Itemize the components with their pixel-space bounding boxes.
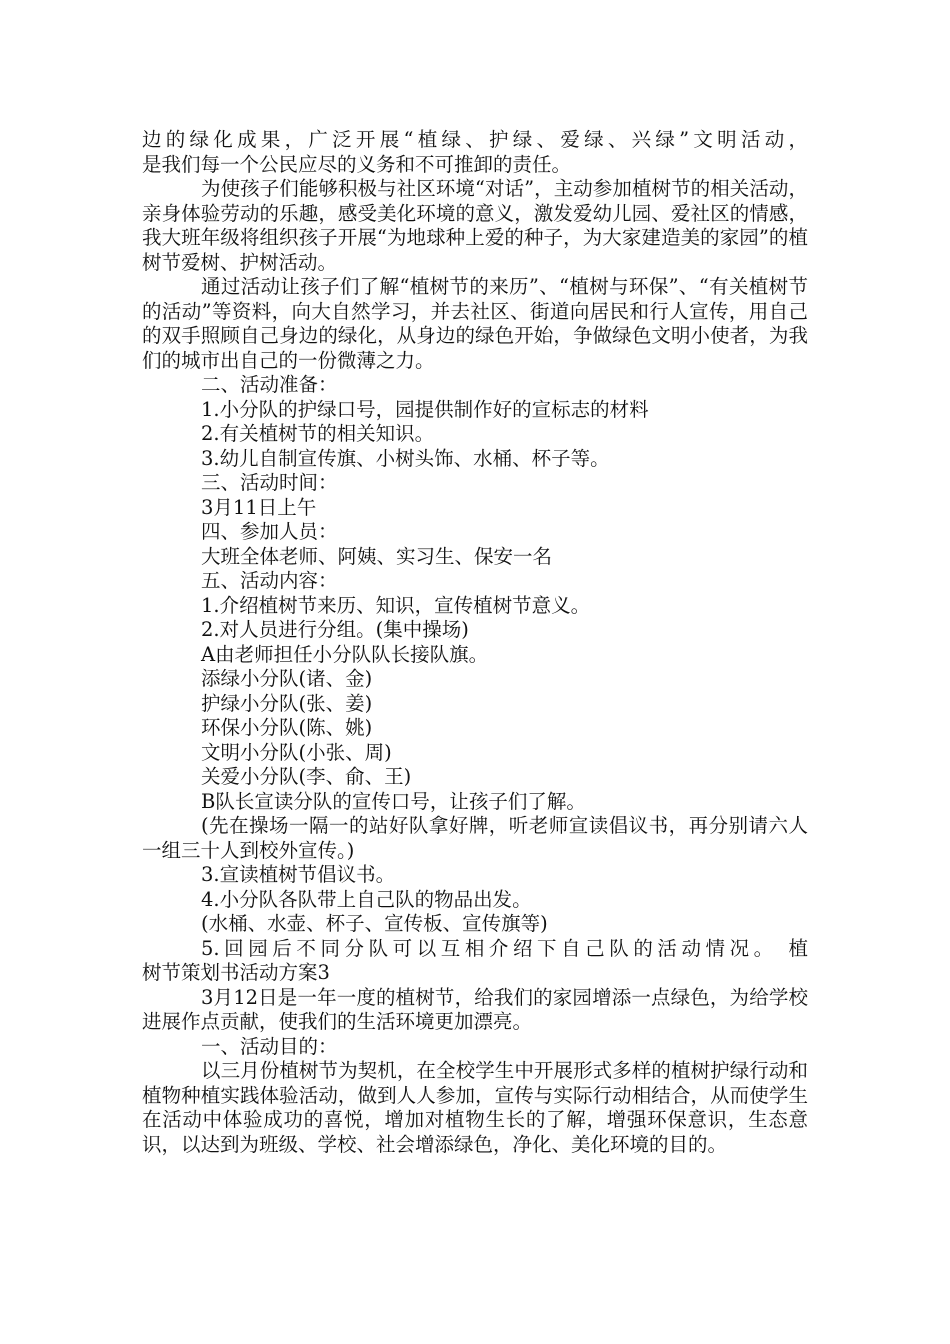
paragraph-1: 是我们每一个公民应尽的义务和不可推卸的责任。 (142, 152, 572, 176)
paragraph-6: 2.有关植树节的相关知识。 (201, 422, 435, 445)
paragraph-25: (水桶、水壶、杯子、宣传板、宣传旗等) (201, 912, 548, 935)
paragraph-28: 3月12日是一年一度的植树节，给我们的家园增添一点绿色，为给学校进展作点贡献，使我们的生活环境更加漂亮。 (142, 985, 808, 1033)
paragraph-15: A由老师担任小分队队长接队旗。 (201, 642, 489, 666)
paragraph-2: 为使孩子们能够积极与社区环境“对话”，主动参加植树节的相关活动，亲身体验劳动的乐趣，感受美化环境的意义，激发爱幼儿园、爱社区的情感，我大班年级将组织孩子开展“为地球种上爱的种子，为大家建造美的家园”的植树节爱树、护树活动。 (142, 177, 808, 274)
paragraph-12: 五、活动内容： (201, 569, 338, 592)
paragraph-7: 3.幼儿自制宣传旗、小树头饰、水桶、杯子等。 (201, 446, 610, 470)
paragraph-11: 大班全体老师、阿姨、实习生、保安一名 (201, 544, 553, 568)
paragraph-27: 树节策划书活动方案3 (142, 961, 330, 984)
paragraph-19: 文明小分队(小张、周) (201, 740, 392, 764)
paragraph-16: 添绿小分队(诸、金) (201, 667, 373, 690)
paragraph-22: (先在操场一隔一的站好队拿好牌，听老师宣读倡议书，再分别请六人一组三十人到校外宣传。) (142, 814, 808, 862)
paragraph-26: 5.回园后不同分队可以互相介绍下自己队的活动情况。 植 (201, 936, 808, 960)
paragraph-18: 环保小分队(陈、姚) (201, 716, 373, 739)
paragraph-23: 3.宣读植树节倡议书。 (201, 863, 396, 886)
paragraph-3: 通过活动让孩子们了解“植树节的来历”、“植树与环保”、“有关植树节的活动”等资料，向大自然学习，并去社区、街道向居民和行人宣传，用自己的双手照顾自己身边的绿化，从身边的绿色开始，争做绿色文明小使者，为我们的城市出自己的一份微薄之力。 (142, 275, 808, 372)
paragraph-14: 2.对人员进行分组。(集中操场) (201, 618, 469, 641)
document-body (142, 128, 808, 1157)
paragraph-5: 1.小分队的护绿口号，园提供制作好的宣标志的材料 (201, 397, 649, 421)
paragraph-17: 护绿小分队(张、姜) (201, 691, 373, 715)
paragraph-24: 4.小分队各队带上自己队的物品出发。 (201, 887, 532, 911)
paragraph-20: 关爱小分队(李、俞、王) (201, 765, 412, 788)
paragraph-8: 三、活动时间： (201, 471, 338, 494)
paragraph-13: 1.介绍植树节来历、知识，宣传植树节意义。 (201, 593, 591, 617)
paragraph-29: 一、活动目的： (201, 1034, 338, 1058)
paragraph-21: B队长宣读分队的宣传口号，让孩子们了解。 (201, 789, 586, 813)
paragraph-9: 3月11日上午 (201, 495, 317, 519)
paragraph-4: 二、活动准备： (201, 373, 338, 396)
paragraph-30: 以三月份植树节为契机，在全校学生中开展形式多样的植树护绿行动和植物种植实践体验活动，做到人人参加，宣传与实际行动相结合，从而使学生在活动中体验成功的喜悦，增加对植物生长的了解，增强环保意识，生态意识，以达到为班级、学校、社会增添绿色，净化、美化环境的目的。 (142, 1059, 808, 1156)
paragraph-10: 四、参加人员： (201, 520, 338, 543)
paragraph-0: 边的绿化成果，广泛开展“植绿、护绿、爱绿、兴绿”文明活动， (142, 128, 808, 151)
